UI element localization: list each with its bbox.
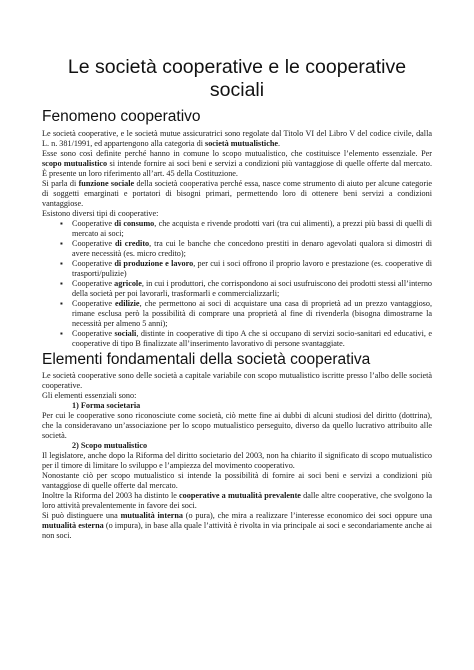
paragraph: Nonostante ciò per scopo mutualistico si intende la possibilità di fornire ai soci beni e servizi a condizioni più vantaggiose di quelle offerte dal mercato.: [42, 471, 432, 491]
paragraph: Si può distinguere una mutualità interna (o pura), che mira a realizzare l’interesse economico dei soci oppure una mutualità esterna (o impura), in base alla quale l’attività è rivolta in via principale ai soci e secondariamente anche ai non soci.: [42, 511, 433, 541]
list-item: ▪ Cooperative edilizie, che permettono ai soci di acquistare una casa di proprietà ad un prezzo vantaggioso, rimane esclusa però la possibilità di comprare una proprietà al fine di rivenderla (bisogna dimostrarne la necessità per almeno 5 anni);: [72, 299, 432, 329]
cooperative-types-list: [42, 219, 432, 349]
document-title: Le società cooperative e le cooperative sociali: [67, 56, 407, 102]
paragraph: Il legislatore, anche dopo la Riforma del diritto societario del 2003, non ha chiarito il significato di scopo mutualistico per il timore di limitare lo sviluppo e l’ampiezza del movimento cooperativo.: [42, 451, 432, 471]
paragraph: Esse sono così definite perché hanno in comune lo scopo mutualistico, che costituisce l’elemento essenziale. Per scopo mutualistico si intende fornire ai soci beni e servizi a condizioni più vantaggiose di quelle offerte dal mercato. È presente un loro riferimento all’art. 45 della Costituzione.: [42, 148, 432, 178]
paragraph: Si parla di funzione sociale della società cooperativa perché essa, nasce come strumento di aiuto per alcune categorie di soggetti emarginati e portatori di bisogni primari, permettendo loro di ottenere beni servizi a condizioni vantaggiose.: [42, 178, 432, 208]
paragraph: Le società cooperative sono delle società a capitale variabile con scopo mutualistico iscritte presso l’albo delle società cooperative.: [42, 371, 432, 391]
numbered-heading-scopo-mutualistico: 2) Scopo mutualistico: [72, 441, 148, 451]
list-intro: Esistono diversi tipi di cooperative:: [42, 208, 159, 218]
list-item: ▪ Cooperative di consumo, che acquista e rivende prodotti vari (tra cui alimenti), a prezzi più bassi di quelli di mercato ai soci;: [72, 219, 432, 239]
list-item: ▪ Cooperative agricole, in cui i produttori, che corrispondono ai soci usufruiscono dei prodotti stessi all’interno della società per poi lavorarli, trasformarli e commercializzarli;: [72, 279, 432, 299]
paragraph: Per cui le cooperative sono riconosciute come società, ciò mette fine ai dubbi di alcuni studiosi del diritto (dottrina), che la consideravano un’associazione per lo scopo mutualistico perseguito, diverso da quello lucrativo attribuito alle società.: [42, 411, 432, 441]
paragraph: Inoltre la Riforma del 2003 ha distinto le cooperative a mutualità prevalente dalle altre cooperative, che svolgono la loro attività prevalentemente in favore dei soci.: [42, 491, 432, 511]
list-intro: Gli elementi essenziali sono:: [42, 391, 137, 401]
list-item: ▪ Cooperative di produzione e lavoro, per cui i soci offrono il proprio lavoro e prestazione (es. cooperative di trasporti/pulizie): [72, 259, 432, 279]
section-heading-fenomeno: Fenomeno cooperativo: [42, 107, 201, 125]
numbered-heading-forma-societaria: 1) Forma societaria: [72, 401, 141, 411]
section-heading-elementi: Elementi fondamentali della società cooperativa: [42, 350, 371, 368]
list-item: ▪ Cooperative sociali, distinte in cooperative di tipo A che si occupano di servizi socio-sanitari ed educativi, e cooperative di tipo B finalizzate all’inserimento lavorativo di persone svantaggiate.: [72, 329, 432, 349]
paragraph: Le società cooperative, e le società mutue assicuratrici sono regolate dal Titolo VI del Libro V del codice civile, dalla L. n. 381/1991, ed appartengono alla categoria di società mutualistiche.: [42, 128, 432, 148]
list-item: ▪ Cooperative di credito, tra cui le banche che concedono prestiti in denaro agevolati qualora si dimostri di avere necessità (es. micro credito);: [72, 239, 432, 259]
